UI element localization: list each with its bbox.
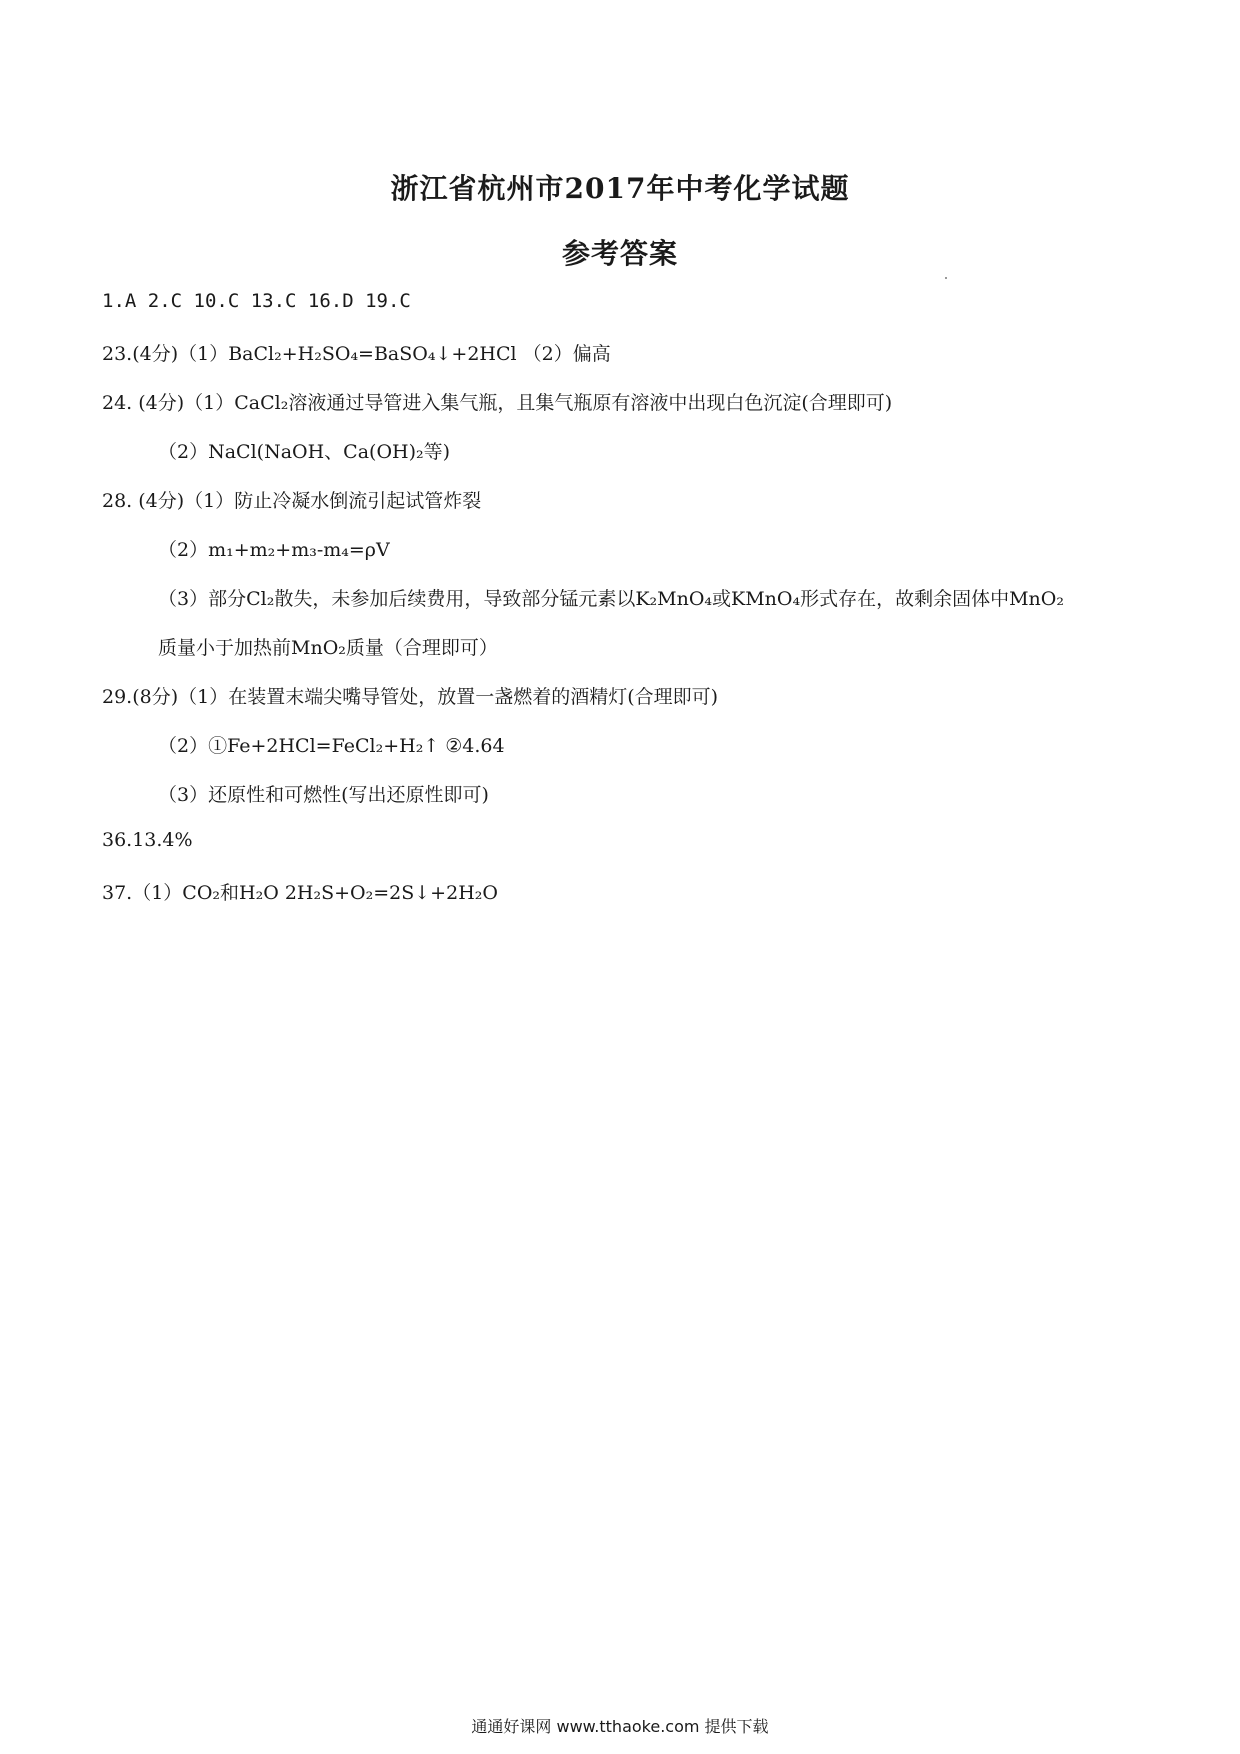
answer-line-24-2: （2）NaCl(NaOH、Ca(OH)₂等) (158, 441, 451, 463)
answer-line-37: 37.（1）CO₂和H₂O 2H₂S+O₂=2S↓+2H₂O (102, 882, 498, 904)
page-subtitle: 参考答案 (561, 237, 678, 270)
answer-line-23: 23.(4分)（1）BaCl₂+H₂SO₄=BaSO₄↓+2HCl （2）偏高 (102, 343, 611, 365)
answer-line-29-1: 29.(8分)（1）在装置末端尖嘴导管处，放置一盏燃着的酒精灯(合理即可) (102, 686, 719, 708)
answer-line-28-2: （2）m₁+m₂+m₃-m₄=ρV (158, 539, 390, 561)
page-title: 浙江省杭州市2017年中考化学试题 (390, 172, 850, 205)
answer-line-24-1: 24. (4分)（1）CaCl₂溶液通过导管进入集气瓶，且集气瓶原有溶液中出现白色沉淀(合理即可) (102, 392, 893, 414)
answer-line-28-1: 28. (4分)（1）防止冷凝水倒流引起试管炸裂 (102, 490, 482, 512)
answer-line-29-3: （3）还原性和可燃性(写出还原性即可) (158, 784, 489, 806)
answer-line-29-2: （2）①Fe+2HCl=FeCl₂+H₂↑ ②4.64 (158, 735, 505, 757)
answer-line-28-3: （3）部分Cl₂散失，未参加后续费用，导致部分锰元素以K₂MnO₄或KMnO₄形式存在，故剩余固体中MnO₂ (158, 588, 1064, 610)
answer-line-28-3-cont: 质量小于加热前MnO₂质量（合理即可） (158, 637, 498, 659)
page-footer: 通通好课网 www.tthaoke.com 提供下载 (471, 1717, 769, 1736)
answer-line-choices: 1.A 2.C 10.C 13.C 16.D 19.C (102, 290, 411, 312)
answer-line-36: 36.13.4% (102, 829, 193, 851)
scan-speck (945, 277, 947, 279)
